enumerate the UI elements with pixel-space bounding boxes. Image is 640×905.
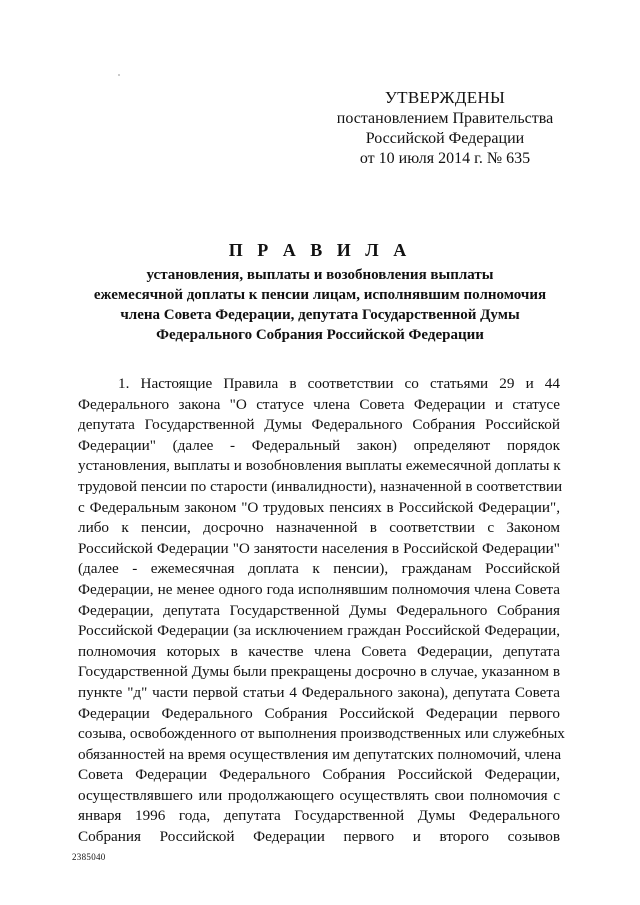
paragraph-1 — [78, 374, 565, 848]
body-line: Российской Федерации (за исключением граждан Российской Федерации, — [78, 622, 560, 640]
body-line: января 1996 года, депутата Государственной Думы Федерального — [78, 807, 560, 825]
body-line: полномочия которых в качестве члена Совета Федерации, депутата — [78, 642, 560, 660]
body-line: депутата Государственной Думы Федерального Собрания Российской — [78, 416, 560, 434]
body-line: Федерации, депутата Государственной Думы Федерального Собрания — [78, 601, 560, 619]
title-subline: Федерального Собрания Российской Федерации — [156, 327, 484, 343]
body-line: Российской Федерации "О занятости населения в Российской Федерации" — [78, 539, 560, 557]
title-subline: установления, выплаты и возобновления выплаты — [146, 267, 494, 283]
body-line: (далее - ежемесячная доплата к пенсии), гражданам Российской — [78, 560, 560, 578]
body-line: осуществлявшего или продолжающего осуществлять свои полномочия с — [78, 786, 560, 804]
body-line: созыва, освобожденного от выполнения производственных или служебных — [78, 725, 565, 743]
title-main: П Р А В И Л А — [228, 240, 412, 260]
body-line: Федерации, не менее одного года исполнявшим полномочия члена Совета — [78, 580, 560, 598]
body-line: трудовой пенсии по старости (инвалидности), назначенной в соответствии — [78, 477, 563, 495]
body-line: Федерации Федерального Собрания Российской Федерации первого — [78, 704, 560, 722]
body-line: Собрания Российской Федерации первого и второго созывов — [78, 828, 560, 846]
title-subline: члена Совета Федерации, депутата Государственной Думы — [120, 307, 520, 323]
body-line: 1. Настоящие Правила в соответствии со статьями 29 и 44 — [118, 375, 560, 392]
body-line: установления, выплаты и возобновления выплаты ежемесячной доплаты к — [78, 457, 561, 475]
body-line: обязанностей на время осуществления им депутатских полномочий, члена — [78, 745, 562, 763]
approval-stamp — [330, 88, 560, 169]
document-number: 2385040 — [72, 852, 106, 862]
body-line: Совета Федерации Федерального Собрания Российской Федерации, — [78, 766, 560, 784]
approval-line: постановлением Правительства — [336, 110, 554, 127]
body-line: Федерального закона "О статусе члена Совета Федерации и статусе — [78, 395, 560, 413]
approval-line: Российской Федерации — [365, 130, 525, 147]
document-title — [60, 238, 580, 345]
approval-heading: УТВЕРЖДЕНЫ — [384, 88, 506, 107]
body-line: с Федеральным законом "О трудовых пенсиях в Российской Федерации", — [78, 498, 560, 516]
scan-speck — [118, 74, 120, 76]
approval-date-line: от 10 июля 2014 г. № 635 — [359, 150, 531, 167]
body-line: пункте "д" части первой статьи 4 Федерального закона), депутата Совета — [78, 683, 560, 701]
body-line: Федерации" (далее - Федеральный закон) определяют порядок — [78, 436, 560, 454]
body-line: Государственной Думы были прекращены досрочно в случае, указанном в — [78, 663, 560, 681]
title-subline: ежемесячной доплаты к пенсии лицам, исполнявшим полномочия — [93, 287, 547, 303]
body-line: либо к пенсии, досрочно назначенной в соответствии с Законом — [78, 519, 560, 537]
